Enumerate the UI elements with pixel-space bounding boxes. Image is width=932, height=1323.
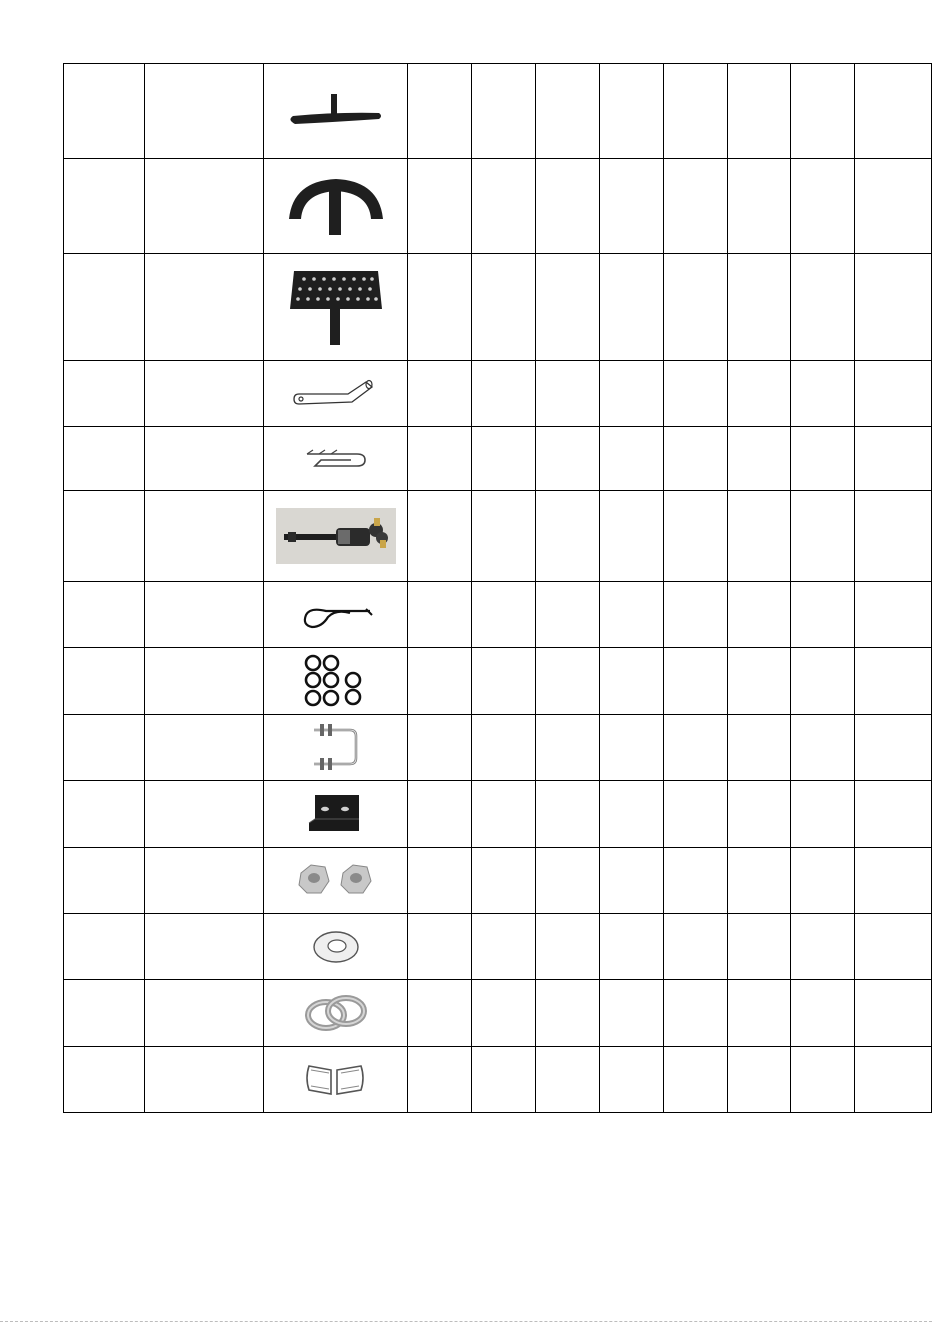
table-row <box>64 159 932 254</box>
table-cell <box>408 914 472 980</box>
table-cell <box>599 159 663 254</box>
table-cell <box>855 848 932 914</box>
table-cell <box>472 648 536 715</box>
table-cell <box>408 254 472 361</box>
table-cell <box>855 980 932 1047</box>
part-number-cell <box>64 781 145 848</box>
table-cell <box>727 361 791 427</box>
table-cell <box>536 159 600 254</box>
table-cell <box>599 1047 663 1113</box>
part-image-cell <box>264 427 408 491</box>
table-cell <box>599 361 663 427</box>
table-cell <box>663 582 727 648</box>
table-cell <box>791 781 855 848</box>
part-name-cell <box>144 582 264 648</box>
table-cell <box>791 848 855 914</box>
table-cell <box>855 159 932 254</box>
table-cell <box>408 715 472 781</box>
table-cell <box>663 64 727 159</box>
table-cell <box>408 64 472 159</box>
table-row <box>64 254 932 361</box>
part-number-cell <box>64 159 145 254</box>
part-image-cell <box>264 254 408 361</box>
table-cell <box>727 254 791 361</box>
table-cell <box>663 1047 727 1113</box>
table-cell <box>663 848 727 914</box>
table-cell <box>472 582 536 648</box>
o-rings-icon <box>301 653 371 709</box>
table-cell <box>599 848 663 914</box>
table-cell <box>855 582 932 648</box>
table-cell <box>472 491 536 582</box>
table-cell <box>472 361 536 427</box>
table-row <box>64 980 932 1047</box>
lock-washers-icon <box>296 991 376 1035</box>
part-image-cell <box>264 914 408 980</box>
table-cell <box>855 1047 932 1113</box>
part-name-cell <box>144 64 264 159</box>
table-cell <box>472 781 536 848</box>
perforated-step-plate-icon <box>286 265 386 349</box>
part-name-cell <box>144 715 264 781</box>
table-row <box>64 715 932 781</box>
table-cell <box>855 427 932 491</box>
part-number-cell <box>64 361 145 427</box>
table-cell <box>663 254 727 361</box>
table-cell <box>727 848 791 914</box>
part-number-cell <box>64 254 145 361</box>
table-cell <box>408 781 472 848</box>
wire-clips-icon <box>301 1058 371 1102</box>
page-edge-line <box>0 1321 932 1322</box>
table-cell <box>727 715 791 781</box>
table-cell <box>599 254 663 361</box>
table-cell <box>791 361 855 427</box>
part-number-cell <box>64 980 145 1047</box>
part-name-cell <box>144 914 264 980</box>
table-cell <box>536 427 600 491</box>
flat-washer-icon <box>306 925 366 969</box>
part-name-cell <box>144 781 264 848</box>
table-cell <box>855 648 932 715</box>
r-clip-icon <box>296 597 376 633</box>
table-cell <box>599 781 663 848</box>
part-name-cell <box>144 491 264 582</box>
table-cell <box>408 159 472 254</box>
part-image-cell <box>264 1047 408 1113</box>
u-bolt-icon <box>306 720 366 776</box>
table-cell <box>727 980 791 1047</box>
table-cell <box>599 64 663 159</box>
part-name-cell <box>144 254 264 361</box>
part-name-cell <box>144 159 264 254</box>
table-cell <box>727 1047 791 1113</box>
table-cell <box>408 848 472 914</box>
table-cell <box>663 361 727 427</box>
table-cell <box>663 715 727 781</box>
table-cell <box>663 159 727 254</box>
table-cell <box>472 64 536 159</box>
table-cell <box>663 491 727 582</box>
table-cell <box>408 491 472 582</box>
part-name-cell <box>144 980 264 1047</box>
table-cell <box>791 980 855 1047</box>
table-cell <box>599 427 663 491</box>
table-cell <box>472 254 536 361</box>
curved-t-bracket-icon <box>281 171 391 241</box>
table-row <box>64 582 932 648</box>
table-cell <box>663 781 727 848</box>
part-number-cell <box>64 427 145 491</box>
table-cell <box>472 159 536 254</box>
table-cell <box>791 254 855 361</box>
table-cell <box>663 427 727 491</box>
table-cell <box>472 914 536 980</box>
table-cell <box>791 582 855 648</box>
part-image-cell <box>264 781 408 848</box>
part-number-cell <box>64 914 145 980</box>
table-row <box>64 914 932 980</box>
part-number-cell <box>64 848 145 914</box>
table-cell <box>536 715 600 781</box>
table-cell <box>536 914 600 980</box>
table-cell <box>791 914 855 980</box>
table-cell <box>855 781 932 848</box>
part-number-cell <box>64 1047 145 1113</box>
table-cell <box>727 64 791 159</box>
part-image-cell <box>264 582 408 648</box>
table-cell <box>599 914 663 980</box>
table-cell <box>408 980 472 1047</box>
part-name-cell <box>144 1047 264 1113</box>
table-cell <box>472 427 536 491</box>
table-cell <box>536 254 600 361</box>
part-name-cell <box>144 361 264 427</box>
table-cell <box>791 64 855 159</box>
table-cell <box>408 361 472 427</box>
part-name-cell <box>144 427 264 491</box>
table-cell <box>791 648 855 715</box>
table-cell <box>408 427 472 491</box>
parts-table <box>63 63 932 1113</box>
table-row <box>64 361 932 427</box>
table-cell <box>791 715 855 781</box>
table-cell <box>599 582 663 648</box>
mounting-plate-icon <box>301 789 371 839</box>
part-image-cell <box>264 848 408 914</box>
part-image-cell <box>264 159 408 254</box>
table-cell <box>536 582 600 648</box>
table-cell <box>855 715 932 781</box>
table-cell <box>536 64 600 159</box>
table-cell <box>791 1047 855 1113</box>
part-image-cell <box>264 361 408 427</box>
part-image-cell <box>264 648 408 715</box>
table-row <box>64 491 932 582</box>
table-cell <box>599 491 663 582</box>
hex-nuts-icon <box>291 859 381 903</box>
table-cell <box>536 361 600 427</box>
table-cell <box>791 427 855 491</box>
table-cell <box>855 254 932 361</box>
table-cell <box>408 1047 472 1113</box>
table-cell <box>536 491 600 582</box>
table-cell <box>791 159 855 254</box>
table-cell <box>727 781 791 848</box>
table-row <box>64 848 932 914</box>
table-cell <box>855 64 932 159</box>
table-cell <box>727 159 791 254</box>
spring-clip-icon <box>301 444 371 474</box>
table-cell <box>599 980 663 1047</box>
table-cell <box>855 491 932 582</box>
part-number-cell <box>64 715 145 781</box>
table-cell <box>536 980 600 1047</box>
part-number-cell <box>64 582 145 648</box>
table-cell <box>663 980 727 1047</box>
table-cell <box>536 781 600 848</box>
table-cell <box>727 491 791 582</box>
part-image-cell <box>264 64 408 159</box>
table-cell <box>727 582 791 648</box>
table-cell <box>727 427 791 491</box>
table-cell <box>536 848 600 914</box>
table-cell <box>472 848 536 914</box>
table-row <box>64 427 932 491</box>
table-cell <box>663 914 727 980</box>
table-cell <box>472 1047 536 1113</box>
part-image-cell <box>264 980 408 1047</box>
t-bar-icon <box>281 86 391 136</box>
part-number-cell <box>64 491 145 582</box>
table-cell <box>727 914 791 980</box>
part-name-cell <box>144 848 264 914</box>
part-number-cell <box>64 64 145 159</box>
part-name-cell <box>144 648 264 715</box>
table-cell <box>727 648 791 715</box>
part-image-cell <box>264 491 408 582</box>
table-cell <box>472 980 536 1047</box>
part-number-cell <box>64 648 145 715</box>
table-cell <box>408 582 472 648</box>
table-cell <box>791 491 855 582</box>
table-row <box>64 648 932 715</box>
table-cell <box>536 648 600 715</box>
table-cell <box>855 914 932 980</box>
table-cell <box>599 648 663 715</box>
part-image-cell <box>264 715 408 781</box>
table-row <box>64 64 932 159</box>
table-cell <box>408 648 472 715</box>
hitch-lock-pin-icon <box>276 508 396 564</box>
table-cell <box>663 648 727 715</box>
table-cell <box>855 361 932 427</box>
table-cell <box>536 1047 600 1113</box>
table-row <box>64 781 932 848</box>
table-cell <box>599 715 663 781</box>
table-cell <box>472 715 536 781</box>
table-row <box>64 1047 932 1113</box>
bent-pin-icon <box>286 374 386 414</box>
